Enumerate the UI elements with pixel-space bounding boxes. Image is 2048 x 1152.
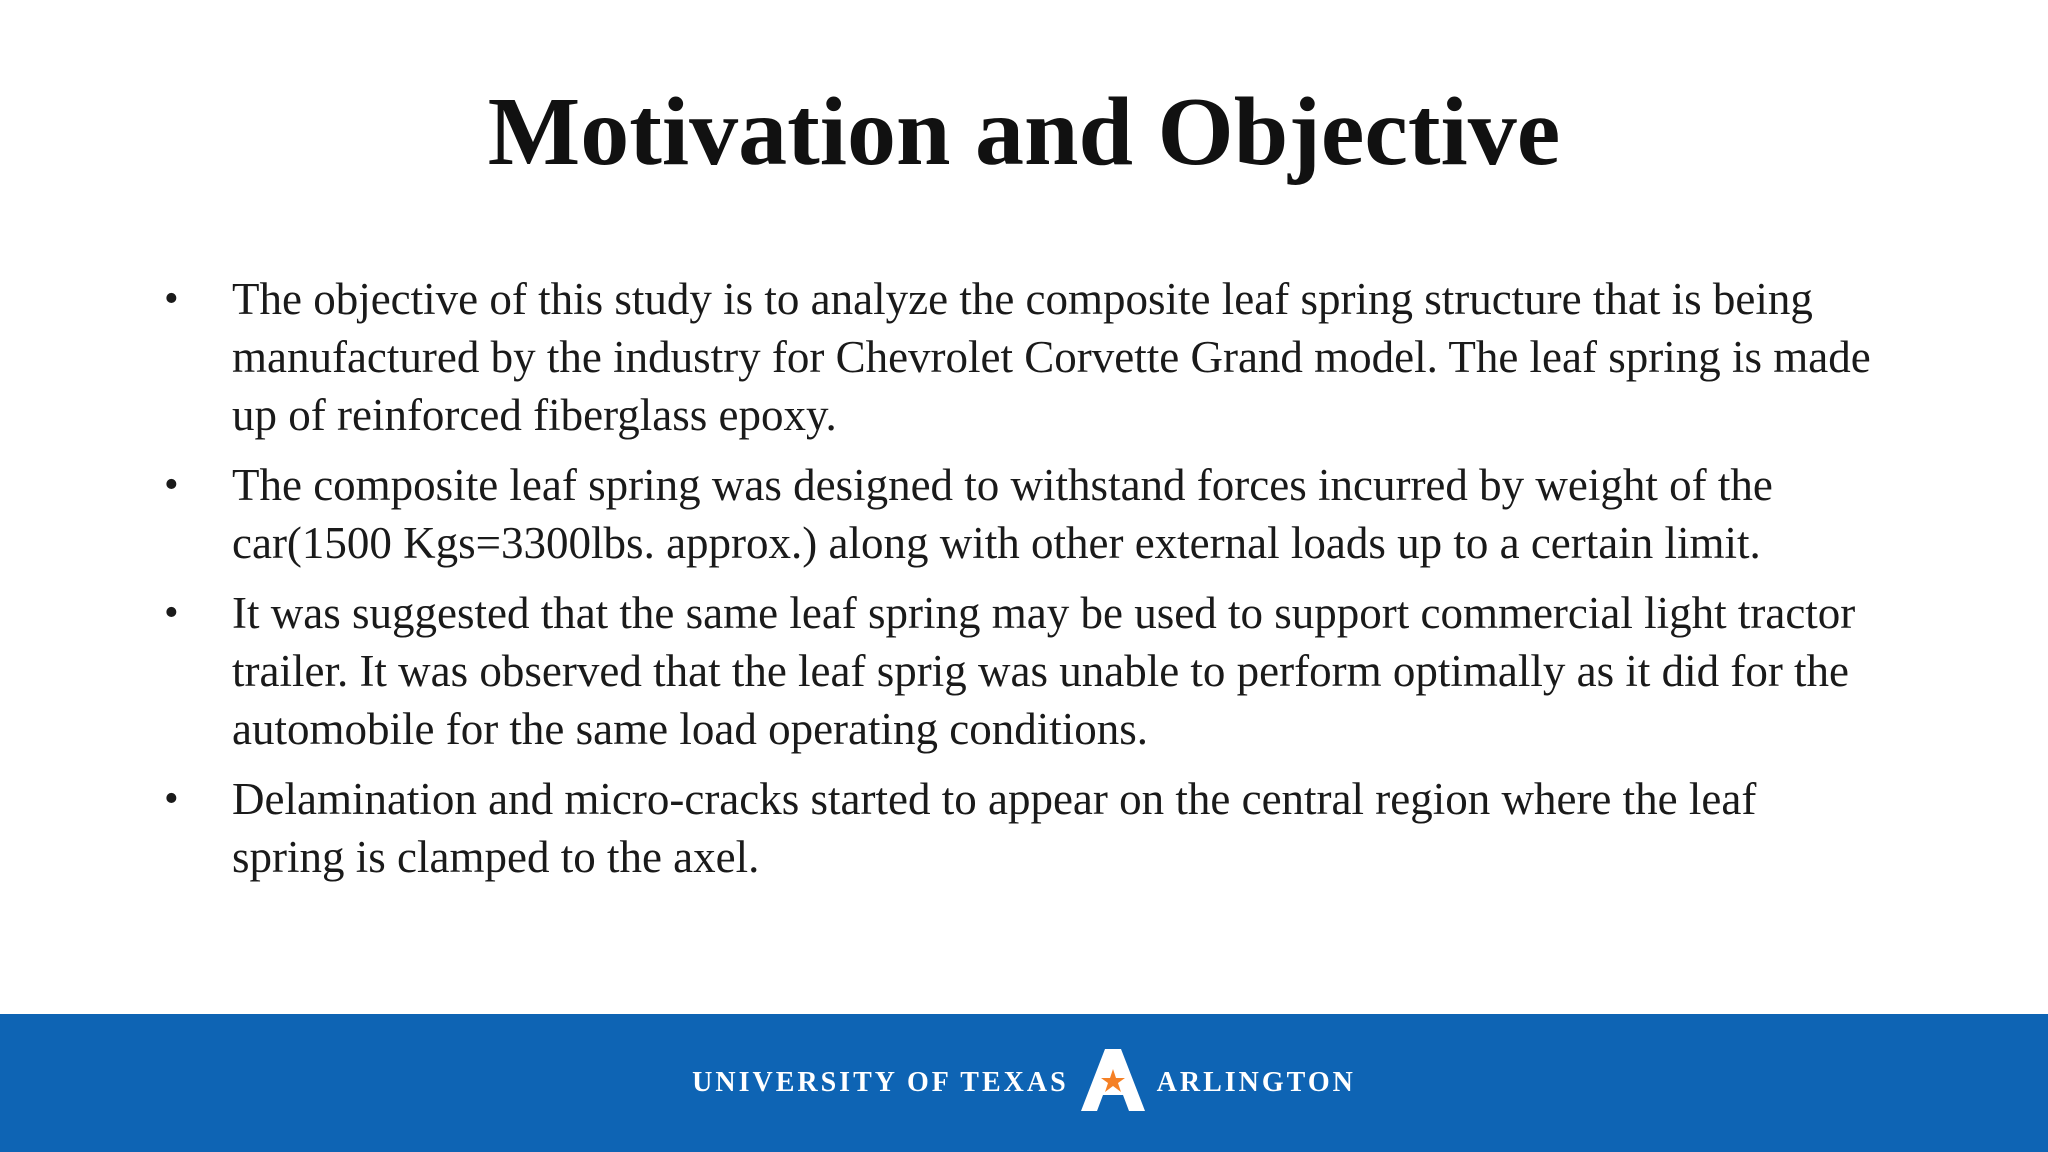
bullet-dot-icon: • (164, 776, 179, 822)
uta-logo (0, 1014, 2048, 1152)
footer-bar (0, 1014, 2048, 1152)
bullet-list (160, 270, 1880, 898)
bullet-dot-icon: • (164, 462, 179, 508)
bullet-item-3 (160, 584, 1880, 758)
bullet-dot-icon: • (164, 590, 179, 636)
bullet-dot-icon: • (164, 276, 179, 322)
uta-a-star-icon (1079, 1047, 1147, 1113)
bullet-text-1: The objective of this study is to analyze the composite leaf spring structure that is being manufactured by the industry for Chevrolet Corvette Grand model. The leaf spring is made up of reinforced fiberglass epoxy. (232, 274, 1871, 440)
logo-text-left: UNIVERSITY OF TEXAS (692, 1067, 1069, 1098)
logo-text-right: ARLINGTON (1156, 1067, 1356, 1098)
bullet-item-2 (160, 456, 1880, 572)
bullet-text-2: The composite leaf spring was designed to withstand forces incurred by weight of the car(1500 Kgs=3300lbs. approx.) along with other external loads up to a certain limit. (232, 460, 1773, 568)
bullet-text-4: Delamination and micro-cracks started to appear on the central region where the leaf spring is clamped to the axel. (232, 774, 1757, 882)
slide-title: Motivation and Objective (487, 78, 1561, 186)
bullet-text-3: It was suggested that the same leaf spring may be used to support commercial light tractor trailer. It was observed that the leaf sprig was unable to perform optimally as it did for the automobile for the same load operating conditions. (232, 588, 1856, 754)
bullet-item-1 (160, 270, 1880, 444)
bullet-item-4 (160, 770, 1880, 886)
